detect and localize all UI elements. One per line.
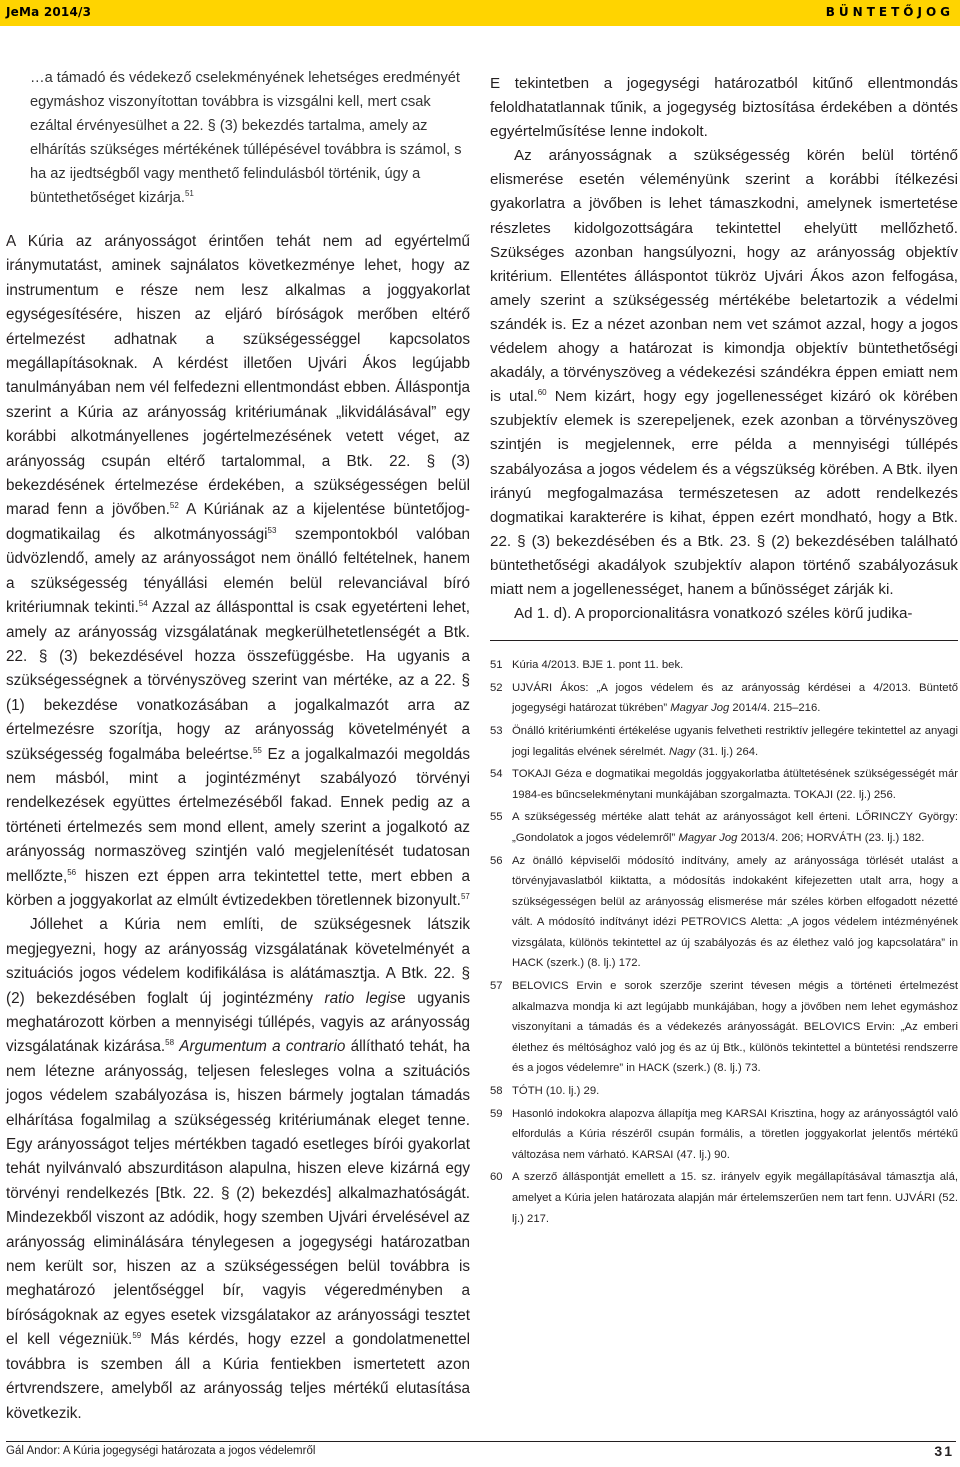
section-title: BÜNTETŐJOG — [825, 5, 954, 19]
footnote-number: 59 — [490, 1107, 503, 1120]
text-run: A szükségesség mértéke alatt tehát az arányosságot kell érteni. LŐRINCZY György: „Gondolatok a jogos védelemről” — [512, 811, 958, 844]
text-run: e ugyanis meghatározott körben a mennyiségi túllépés, vagyis az arányosság vizsgálatának kizárása. — [6, 989, 470, 1056]
footnote-number: 51 — [490, 659, 503, 672]
right-body — [490, 72, 958, 626]
footnote — [490, 678, 958, 719]
footnote-number: 57 — [490, 980, 503, 993]
footnote — [490, 655, 958, 676]
italic-run: Magyar Jog — [678, 831, 738, 844]
footnote-ref: 58 — [165, 1038, 175, 1048]
italic-run: Argumentum a contrario — [179, 1038, 346, 1056]
paragraph: E tekintetben a jogegységi határozatból kitűnő ellentmondás feloldhatatlannak tűnik, a jogegység biztosítása érdekében a döntés egyértelműsítése lenne indokolt. — [490, 75, 958, 141]
footnote-text: TOKAJI Géza e dogmatikai megoldás joggyakorlatba átültetésének szükségességét már 1984-es bűncselekménytani munkájában szorgalmazta. TOKAJI (22. lj.) 256. — [512, 768, 958, 801]
block-quote — [6, 66, 470, 210]
footnote-text: Az önálló képviselői módosító indítvány, amely az arányossága törlését utalást a törvényjavaslatból kiiktatta, a módosítás indokaként kifejezetten utalt arra, hogy a szükségességen belül az arányosság elismerése már széles körben elfogadott nézetté vált. A módosító indítványt idézi PETROVICS Aletta: „A jogos védelem intézményének vizsgálata, különös tekintettel az új szabályozás és az élethez való jog kapcsolatára” in HACK (szerk.) (8. lj.) 172. — [512, 854, 958, 970]
text-run: Azzal az állásponttal is csak egyetérteni lehet, amely az arányosság vizsgálatának megkerülhetetlenségét a Btk. 22. § (3) bekezdésével hozza összefüggésbe. Ha ugyanis a szükségességnek a törvényszöveg szerint van mértéke, az a 22. § (1) bekezdése vonatkozásában a jogalkalmazót arra az értelmezésre szorítja, hogy az arányosság követelményét a szükségesség fogalmába beleértse. — [6, 599, 470, 763]
footnote-ref: 54 — [138, 599, 148, 609]
text-run: Önálló kritériumkénti értékelése ugyanis felvetheti restriktív jellegére tekintettel az anyagi jogi legalitás elvének sérelmét. — [512, 724, 958, 758]
footnote-ref: 52 — [169, 501, 179, 511]
footnote-ref: 56 — [67, 867, 77, 877]
text-run: (31. lj.) 264. — [695, 745, 759, 758]
text-run: állítható tehát, ha nem létezne arányosság, teljesen felesleges volna a szituációs jogos védelem szabályozása is, hiszen bármely jogtalan támadás elhárítása fogalmilag a szükségesség kritériumának eleget tenne. Egy arányosságot teljes mértékben tagadó esetleges bírói gyakorlat tehát nyilvánvaló abszurditáson alapulna, hiszen eleve kizárná egy törvényi rendelkezés [Btk. 22. § (2) bekezdés] alkalmazhatóságát. Mindezekből viszont az adódik, hogy szemben Ujvári érvelésével az arányosság eliminálására ténylegesen a jogegységi határozatban nem került sor, hiszen az a szükségességen belül továbbra is meghatározó jelentőséggel bír, vagyis végeredményben a bíróságoknak az egyes esetek vizsgálatakor az arányossági tesztet el kell végezniük. — [6, 1038, 470, 1349]
page-number: 31 — [934, 1443, 954, 1459]
footnote-ref: 57 — [460, 891, 470, 901]
text-run: 2014/4. 215–216. — [729, 702, 821, 715]
journal-header-bar — [0, 0, 960, 26]
footnote — [490, 1167, 958, 1229]
running-footer: Gál Andor: A Kúria jogegységi határozata a jogos védelemről — [6, 1445, 316, 1457]
paragraph: Ad 1. d). A proporcionalitásra vonatkozó széles körű judika- — [514, 605, 913, 623]
text-run: Ez a jogalkalmazói megoldás nem másból, mint a jogintézményt szabályozó törvényi rendelkezések együttes értelmezéséből fakad. Ennek pedig az a történeti értelmezés sem mond ellent, amely szerint a jogalkotó az arányosság normaszöveg szintjén való megjelenítését tudatosan mellőzte, — [6, 745, 470, 885]
right-column — [490, 72, 958, 1231]
footnote — [490, 764, 958, 805]
italic-run: Nagy — [668, 745, 696, 758]
footnote-number: 53 — [490, 724, 503, 737]
footnote-text: BELOVICS Ervin e sorok szerzője szerint tévesen mégis a történeti értelmezést alkalmazva mondja ki azt legújabb munkájában, hogy a jövőben nem lehet egymáshoz viszonyítani a támadás és a védekezés arányosságát. BELOVICS Ervin: „Az emberi élethez és méltósághoz való jog és az új Btk., különös tekintettel a büntetési rendszerre és a jogos védelemre” in HACK (szerk.) (8. lj.) 73. — [512, 980, 958, 1075]
text-run: UJVÁRI Ákos: „A jogos védelem és az arányosság kérdései a 4/2013. Büntető jogegységi határozat tükrében” — [512, 681, 958, 715]
text-run: Jóllehet a Kúria nem említi, de szükségesnek látszik megjegyezni, hogy az arányosság vizsgálatának követelményét a szituációs jogos védelem kodifikálása is alátámasztja. A Btk. 22. § (2) bekezdésében foglalt új jogintézmény — [6, 916, 470, 1007]
paragraph — [490, 144, 958, 602]
text-run: hiszen ezt éppen arra tekintettel tette, mert ebben a körben a joggyakorlat az elmúlt évtizedekben töretlennek bizonyult. — [6, 867, 470, 909]
footnote — [490, 721, 958, 762]
left-column — [6, 66, 470, 1426]
footnote-divider — [490, 640, 958, 641]
footnotes — [490, 655, 958, 1229]
footnote-text: Kúria 4/2013. BJE 1. pont 11. bek. — [512, 659, 684, 672]
italic-run: ratio legis — [324, 989, 398, 1007]
footnote-ref: 55 — [252, 745, 262, 755]
footnote — [490, 976, 958, 1079]
footnote — [490, 1081, 958, 1102]
italic-run: Magyar Jog — [670, 702, 730, 715]
left-body — [6, 230, 470, 1426]
footnote-number: 52 — [490, 681, 503, 694]
text-run: Más kérdés, hogy ezzel a gondolatmenettel továbbra is szemben áll a Kúria fentiekben ismertetett azon értvrendszere, amelyből az arányosság teljes mértékű elutasítása következik. — [6, 1331, 470, 1422]
text-run: A Kúriának az a kijelentése büntetőjog-dogmatikailag és alkotmányossági — [6, 501, 470, 543]
quote-text: …a támadó és védekező cselekményének lehetséges eredményét egymáshoz viszonyítottan továbbra is vizsgálni kell, mert csak ezáltal érvényesülhet a 22. § (3) bekezdés tartalma, amely az elhárítás szükséges mértékének túllépésével továbbra is számol, s ha az ijedtségből vagy menthető felindulásból történik, úgy a büntethetőséget kizárja. — [30, 70, 462, 206]
paragraph — [6, 230, 470, 913]
journal-issue: JeMa 2014/3 — [6, 5, 92, 19]
footnote — [490, 807, 958, 848]
footnote — [490, 1104, 958, 1166]
footnote-number: 54 — [490, 768, 503, 781]
footer-divider — [6, 1441, 956, 1442]
footnote-text: TÓTH (10. lj.) 29. — [512, 1085, 600, 1098]
footnote — [490, 851, 958, 975]
footnote-number: 56 — [490, 854, 503, 867]
footnote-number: 55 — [490, 811, 503, 824]
text-run: Nem kizárt, hogy egy jogellenességet kizáró ok körében szubjektív elemek is szerepeljenek, ezek azonban a törvényszöveg szintjén is megjelennek, erre példa a mennyiségi túllépés szabályozása a jogos védelem és a végszükség körében. A Btk. ilyen irányú megfogalmazása természetesen az adott rendelkezés dogmatikai karakterére is kihat, éppen ezért mondható, hogy a Btk. 22. § (3) bekezdésében és a Btk. 23. § (2) bekezdésében található büntethetőségi akadályok szubjektív alapon történő szabályozásuk miatt nem a jogellenességet, hanem a bűnösséget zárják ki. — [490, 388, 958, 598]
footnote-text — [512, 721, 958, 762]
text-run: szempontokból valóban üdvözlendő, amely az arányosságot nem önálló feltételnek, hanem a szükségesség tényállási elemén belül relevanciával bíró kritériumnak tekinti. — [6, 525, 470, 617]
text-run: A Kúria az arányosságot érintően tehát nem ad egyértelmű iránymutatást, aminek sajnálatos következménye lehet, hogy az instrumentum e része nem lesz alkalmas a joggyakorlat egységesítésére, hiszen az eljáró bíróságok merőben eltérő értelmezést adhatnak a szükségességgel kapcsolatos megállapításoknak. A kérdést illetően Ujvári Ákos legújabb tanulmányában nem vél felfedezni ellentmondást ebben. Álláspontja szerint a Kúria az arányosság kritériumának „likvidálásával” egy korábbi alkotmányellenes jogértelmezésének vetett véget, az arányosság csupán eltérő tartalommal, a Btk. 22. § (3) bekezdésének értelmezése érdekében, a szükségességen belül marad fenn a jövőben. — [6, 233, 470, 519]
paragraph — [6, 913, 470, 1426]
footnote-ref: 51 — [184, 189, 194, 198]
footnote-text: Hasonló indokokra alapozva állapítja meg KARSAI Krisztina, hogy az arányosságtól való elfordulás a Kúria részéről csupán formális, a töretlen joggyakorlat jelentős mértékű változása nem várható. KARSAI (47. lj.) 90. — [512, 1107, 958, 1161]
footnote-ref: 53 — [267, 525, 277, 535]
footnote-number: 58 — [490, 1085, 503, 1098]
footnote-text: A szerző álláspontját emellett a 15. sz. irányelv egyik megállapításával támasztja alá, amelyet a Kúria jelen határozata alapján már értelemszerűen nem tart fenn. UJVÁRI (52. lj.) 217. — [512, 1171, 958, 1225]
footnote-ref: 59 — [132, 1331, 142, 1341]
text-run: Az arányosságnak a szükségesség körén belül történő elismerése esetén véleményünk szerint a korábbi ítélkezési gyakorlatra a jövőben is lehet támaszkodni, amelynek ismertetése részletes kidolgozottságára tekintettel ehelyütt mellőzhető. Szükséges azonban hangsúlyozni, hogy az arányosság objektív kritérium. Ellentétes álláspontot tükröz Ujvári Ákos azon felfogása, amely szerint a szükségesség mértékébe beletartozik a védelmi szándék is. Ez a nézet azonban nem vet számot azzal, hogy a jogos védelem ahogy a határozat is kimondja objektív büntethetőségi akadály, a törvényszöveg a védekezési szándékra éppen emiatt nem is utal. — [490, 147, 958, 406]
text-run: 2013/4. 206; HORVÁTH (23. lj.) 182. — [737, 831, 925, 844]
footnote-number: 60 — [490, 1171, 503, 1184]
footnote-ref: 60 — [537, 388, 547, 398]
footnote-text — [512, 807, 958, 848]
footnote-text — [512, 678, 958, 719]
